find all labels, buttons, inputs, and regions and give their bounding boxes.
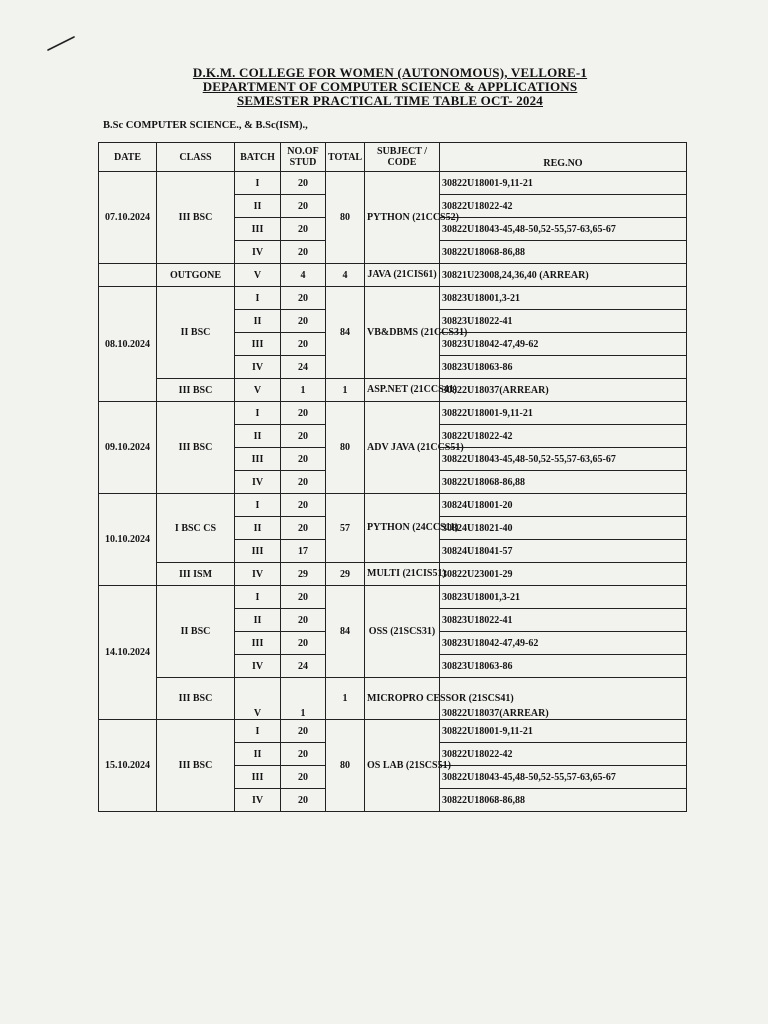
class-cell: III BSC [157, 379, 235, 402]
department-name: DEPARTMENT OF COMPUTER SCIENCE & APPLICATIONS [202, 79, 578, 94]
total-cell: 29 [326, 563, 365, 586]
date-cell: 09.10.2024 [99, 402, 157, 494]
reg-no-cell: 30822U18001-9,11-21 [440, 172, 687, 195]
batch-cell: V [235, 379, 281, 402]
stud-count-cell: 20 [281, 517, 326, 540]
subject-cell: MULTI (21CIS51) [365, 563, 440, 586]
date-cell: 15.10.2024 [99, 720, 157, 812]
batch-cell: I [235, 494, 281, 517]
table-row [99, 586, 687, 609]
reg-no-cell: 30824U18041-57 [440, 540, 687, 563]
document-header [150, 66, 630, 108]
stud-count-cell: 20 [281, 241, 326, 264]
table-row [99, 720, 687, 743]
date-cell: 14.10.2024 [99, 586, 157, 720]
batch-cell: III [235, 632, 281, 655]
subject-cell: PYTHON (21CCS52) [365, 172, 440, 264]
class-cell: III BSC [157, 402, 235, 494]
reg-no-cell: 30822U18001-9,11-21 [440, 720, 687, 743]
reg-no-cell: 30822U18068-86,88 [440, 471, 687, 494]
total-cell: 80 [326, 720, 365, 812]
table-row [99, 678, 687, 720]
reg-no-cell: 30823U18022-41 [440, 310, 687, 333]
class-cell: I BSC CS [157, 494, 235, 563]
col-header-reg-no: REG.NO [440, 143, 687, 172]
batch-cell: I [235, 402, 281, 425]
total-cell: 1 [326, 379, 365, 402]
practical-timetable [98, 142, 687, 812]
reg-no-cell: 30822U18022-42 [440, 743, 687, 766]
batch-cell: II [235, 743, 281, 766]
subject-cell: MICROPRO CESSOR (21SCS41) [365, 678, 440, 720]
batch-cell: III [235, 540, 281, 563]
stud-count-cell: 20 [281, 172, 326, 195]
subject-cell: PYTHON (24CCS11) [365, 494, 440, 563]
stud-count-cell: 20 [281, 609, 326, 632]
batch-cell: V [235, 264, 281, 287]
reg-no-cell: 30822U18043-45,48-50,52-55,57-63,65-67 [440, 218, 687, 241]
total-cell: 80 [326, 172, 365, 264]
batch-cell: IV [235, 563, 281, 586]
batch-cell: II [235, 609, 281, 632]
stud-count-cell: 20 [281, 789, 326, 812]
stud-count-cell: 20 [281, 333, 326, 356]
college-name: D.K.M. COLLEGE FOR WOMEN (AUTONOMOUS), VELLORE-1 [192, 65, 588, 80]
reg-no-cell: 30823U18022-41 [440, 609, 687, 632]
class-cell: III BSC [157, 678, 235, 720]
stud-count-cell: 29 [281, 563, 326, 586]
stud-count-cell: 20 [281, 448, 326, 471]
col-header-no-of-stud: NO.OF STUD [281, 143, 326, 172]
total-cell: 1 [326, 678, 365, 720]
reg-no-cell: 30822U18037(ARREAR) [440, 678, 687, 720]
table-row [99, 379, 687, 402]
class-cell: II BSC [157, 287, 235, 379]
reg-no-cell: 30823U18063-86 [440, 655, 687, 678]
table-row [99, 287, 687, 310]
class-cell: OUTGONE [157, 264, 235, 287]
batch-cell: I [235, 172, 281, 195]
class-cell: III BSC [157, 720, 235, 812]
date-cell: 07.10.2024 [99, 172, 157, 264]
stud-count-cell: 20 [281, 402, 326, 425]
stud-count-cell: 20 [281, 287, 326, 310]
reg-no-cell: 30822U18068-86,88 [440, 241, 687, 264]
stud-count-cell: 20 [281, 632, 326, 655]
col-header-total: TOTAL [326, 143, 365, 172]
stud-count-cell: 20 [281, 425, 326, 448]
table-row [99, 563, 687, 586]
batch-cell: II [235, 195, 281, 218]
col-header-batch: BATCH [235, 143, 281, 172]
total-cell: 4 [326, 264, 365, 287]
class-cell: II BSC [157, 586, 235, 678]
stud-count-cell: 24 [281, 356, 326, 379]
stud-count-cell: 20 [281, 310, 326, 333]
reg-no-cell: 30823U18001,3-21 [440, 586, 687, 609]
timetable-title: SEMESTER PRACTICAL TIME TABLE OCT- 2024 [236, 93, 544, 108]
reg-no-cell: 30824U18001-20 [440, 494, 687, 517]
stud-count-cell: 20 [281, 743, 326, 766]
reg-no-cell: 30822U18043-45,48-50,52-55,57-63,65-67 [440, 766, 687, 789]
col-header-date: DATE [99, 143, 157, 172]
course-subheading: B.Sc COMPUTER SCIENCE., & B.Sc(ISM)., [103, 120, 308, 131]
batch-cell: I [235, 720, 281, 743]
stud-count-cell: 1 [281, 379, 326, 402]
subject-cell: ADV JAVA (21CCS51) [365, 402, 440, 494]
batch-cell: IV [235, 655, 281, 678]
stud-count-cell: 20 [281, 586, 326, 609]
stud-count-cell: 4 [281, 264, 326, 287]
date-cell: 08.10.2024 [99, 287, 157, 402]
reg-no-cell: 30822U18001-9,11-21 [440, 402, 687, 425]
stud-count-cell: 24 [281, 655, 326, 678]
subject-cell: JAVA (21CIS61) [365, 264, 440, 287]
class-cell: III ISM [157, 563, 235, 586]
reg-no-cell: 30822U18022-42 [440, 195, 687, 218]
batch-cell: IV [235, 241, 281, 264]
table-row [99, 172, 687, 195]
reg-no-cell: 30823U18001,3-21 [440, 287, 687, 310]
date-cell-empty [99, 264, 157, 287]
reg-no-cell: 30822U18043-45,48-50,52-55,57-63,65-67 [440, 448, 687, 471]
col-header-class: CLASS [157, 143, 235, 172]
reg-no-cell: 30823U18063-86 [440, 356, 687, 379]
date-cell: 10.10.2024 [99, 494, 157, 586]
stud-count-cell: 20 [281, 720, 326, 743]
batch-cell: IV [235, 789, 281, 812]
batch-cell: II [235, 310, 281, 333]
batch-cell: III [235, 766, 281, 789]
total-cell: 84 [326, 287, 365, 379]
stud-count-cell: 20 [281, 195, 326, 218]
total-cell: 57 [326, 494, 365, 563]
total-cell: 80 [326, 402, 365, 494]
stud-count-cell: 17 [281, 540, 326, 563]
batch-cell: IV [235, 356, 281, 379]
stud-count-cell: 20 [281, 494, 326, 517]
batch-cell: V [235, 678, 281, 720]
reg-no-cell: 30822U18068-86,88 [440, 789, 687, 812]
batch-cell: III [235, 448, 281, 471]
batch-cell: I [235, 586, 281, 609]
col-header-subject-code: SUBJECT / CODE [365, 143, 440, 172]
subject-cell: VB&DBMS (21CCS31) [365, 287, 440, 379]
batch-cell: III [235, 333, 281, 356]
reg-no-cell: 30822U18022-42 [440, 425, 687, 448]
pen-stroke-mark [46, 34, 76, 52]
table-row [99, 494, 687, 517]
batch-cell: I [235, 287, 281, 310]
stud-count-cell: 20 [281, 766, 326, 789]
subject-cell: OSS (21SCS31) [365, 586, 440, 678]
reg-no-cell: 30823U18042-47,49-62 [440, 333, 687, 356]
batch-cell: IV [235, 471, 281, 494]
total-cell: 84 [326, 586, 365, 678]
table-header-row [99, 143, 687, 172]
reg-no-cell: 30822U18037(ARREAR) [440, 379, 687, 402]
stud-count-cell: 20 [281, 218, 326, 241]
reg-no-cell: 30823U18042-47,49-62 [440, 632, 687, 655]
reg-no-cell: 30821U23008,24,36,40 (ARREAR) [440, 264, 687, 287]
batch-cell: II [235, 425, 281, 448]
batch-cell: III [235, 218, 281, 241]
reg-no-cell: 30822U23001-29 [440, 563, 687, 586]
batch-cell: II [235, 517, 281, 540]
stud-count-cell: 20 [281, 471, 326, 494]
class-cell: III BSC [157, 172, 235, 264]
reg-no-cell: 30824U18021-40 [440, 517, 687, 540]
table-row [99, 264, 687, 287]
subject-cell: ASP.NET (21CCS41) [365, 379, 440, 402]
subject-cell: OS LAB (21SCS51) [365, 720, 440, 812]
stud-count-cell: 1 [281, 678, 326, 720]
table-row [99, 402, 687, 425]
